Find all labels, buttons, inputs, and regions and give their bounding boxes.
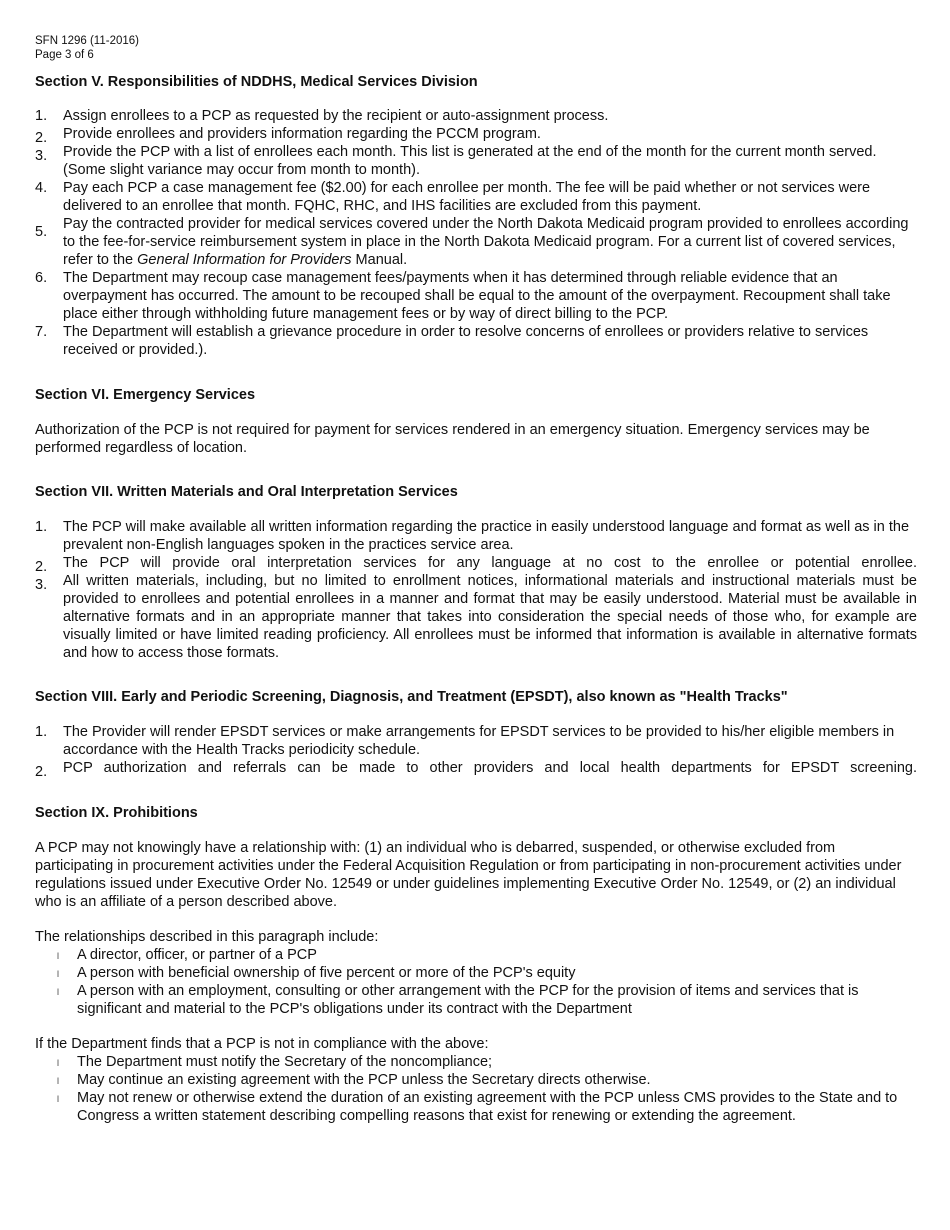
noncompliance-intro: If the Department finds that a PCP is not in compliance with the above: (35, 1036, 489, 1052)
item-text: Pay the contracted provider for medical services covered under the North Dakota Medicaid program provided to enrollees according to the fee-for-service reimbursement system in place in the North Dakota Medicaid program. For a current list of covered services, refer to the (63, 216, 909, 268)
item-text: Provide the PCP with a list of enrollees each month. This list is generated at the end of the month for the current month served. (Some slight variance may occur from month to month). (63, 144, 877, 178)
list-item (35, 107, 917, 125)
section-viii-title: Section VIII. Early and Periodic Screening, Diagnosis, and Treatment (EPSDT), also known as "Health Tracks" (35, 689, 788, 705)
item-number: 1. (35, 519, 48, 535)
document-page (35, 34, 917, 1125)
list-item (35, 179, 917, 215)
item-text: Assign enrollees to a PCP as requested by the recipient or auto-assignment process. (63, 108, 609, 124)
item-text: A person with beneficial ownership of five percent or more of the PCP's equity (77, 965, 576, 981)
bullet-icon: l (57, 987, 59, 997)
list-item (35, 1053, 917, 1071)
manual-title: General Information for Providers (137, 252, 352, 268)
relationships-intro: The relationships described in this paragraph include: (35, 929, 379, 945)
item-text: May continue an existing agreement with the PCP unless the Secretary directs otherwise. (77, 1072, 651, 1088)
item-number: 5. (35, 224, 48, 240)
item-number: 1. (35, 724, 48, 740)
list-item (35, 759, 917, 780)
item-text: The Department will establish a grievance procedure in order to resolve concerns of enrollees or providers relative to services received or provided.). (63, 324, 869, 358)
item-text: The PCP will provide oral interpretation services for any language at no cost to the enrollee or potential enrollee. (63, 555, 917, 571)
section-v-title: Section V. Responsibilities of NDDHS, Medical Services Division (35, 74, 478, 90)
bullet-icon: l (57, 1076, 59, 1086)
section-ix-title: Section IX. Prohibitions (35, 805, 198, 821)
form-header (35, 34, 917, 62)
item-text: All written materials, including, but no limited to enrollment notices, informational materials and instructional materials must be provided to enrollees and potential enrollees in a manner and format that may be easily understood. Material must be available in alternative formats and in an appropriate manner that takes into consideration the special needs of those who, for example are visually limited or have limited reading proficiency. All enrollees must be informed that information is available in alternative formats and how to access those formats. (63, 573, 917, 661)
list-item (35, 946, 917, 964)
list-item (35, 723, 917, 759)
item-text: Pay each PCP a case management fee ($2.00) for each enrollee per month. The fee will be paid whether or not services were delivered to an enrollee that month. FQHC, RHC, and IHS facilities are excluded from this payment. (63, 180, 871, 214)
list-item (35, 269, 917, 323)
section-viii-list (35, 723, 917, 780)
list-item (35, 1089, 917, 1125)
list-item (35, 554, 917, 575)
form-number: SFN 1296 (11-2016) (35, 35, 139, 47)
list-item (35, 323, 917, 359)
section-ix-body: A PCP may not knowingly have a relationship with: (1) an individual who is debarred, suspended, or otherwise excluded from participating in procurement activities under the Federal Acquisition Regulation or from participating in non-procurement activities under regulations issued under Executive Order No. 12549 or under guidelines implementing Executive Order No. 12549, or (2) an individual who is an affiliate of a person described above. (35, 840, 902, 910)
item-text: The Department must notify the Secretary of the noncompliance; (77, 1054, 493, 1070)
section-v-list (35, 107, 917, 359)
section-vii-title: Section VII. Written Materials and Oral Interpretation Services (35, 484, 458, 500)
item-text: PCP authorization and referrals can be made to other providers and local health departments for EPSDT screening. (63, 760, 917, 776)
bullet-icon: l (57, 969, 59, 979)
item-number: 3. (35, 148, 48, 164)
section-vi-body: Authorization of the PCP is not required for payment for services rendered in an emergency situation. Emergency services may be performed regardless of location. (35, 422, 870, 456)
item-number: 2. (35, 130, 48, 146)
item-text-end: Manual. (351, 252, 408, 268)
item-text: The Provider will render EPSDT services or make arrangements for EPSDT services to be provided to his/her eligible members in accordance with the Health Tracks periodicity schedule. (63, 724, 895, 758)
item-text: A person with an employment, consulting or other arrangement with the PCP for the provision of items and services that is significant and material to the PCP's obligations under its contract with the Department (77, 983, 859, 1017)
item-text: A director, officer, or partner of a PCP (77, 947, 317, 963)
section-vi-title: Section VI. Emergency Services (35, 387, 256, 403)
item-number: 1. (35, 108, 48, 124)
relationships-list (35, 946, 917, 1018)
item-text: The Department may recoup case management fees/payments when it has determined through reliable evidence that an overpayment has occurred. The amount to be recouped shall be equal to the amount of the overpayment. Recoupment shall take place either through withholding future management fees or by way of direct billing to the PCP. (63, 270, 891, 322)
item-number: 6. (35, 270, 48, 286)
noncompliance-list (35, 1053, 917, 1125)
item-number: 2. (35, 764, 48, 780)
list-item (35, 125, 917, 146)
list-item (35, 982, 917, 1018)
item-text: The PCP will make available all written information regarding the practice in easily understood language and format as well as in the prevalent non-English languages spoken in the practices service area. (63, 519, 910, 553)
item-number: 3. (35, 577, 48, 593)
page-number: Page 3 of 6 (35, 49, 94, 61)
list-item (35, 572, 917, 662)
item-number: 7. (35, 324, 48, 340)
item-number: 2. (35, 559, 48, 575)
item-text: May not renew or otherwise extend the duration of an existing agreement with the PCP unless CMS provides to the State and to Congress a written statement describing compelling reasons that exist for renewing or extending the agreement. (77, 1090, 898, 1124)
bullet-icon: l (57, 1094, 59, 1104)
list-item (35, 518, 917, 554)
bullet-icon: l (57, 951, 59, 961)
section-vii-list (35, 518, 917, 662)
bullet-icon: l (57, 1058, 59, 1068)
list-item (35, 143, 917, 179)
list-item (35, 1071, 917, 1089)
item-text: Provide enrollees and providers information regarding the PCCM program. (63, 126, 541, 142)
list-item (35, 964, 917, 982)
list-item (35, 215, 917, 269)
item-number: 4. (35, 180, 48, 196)
